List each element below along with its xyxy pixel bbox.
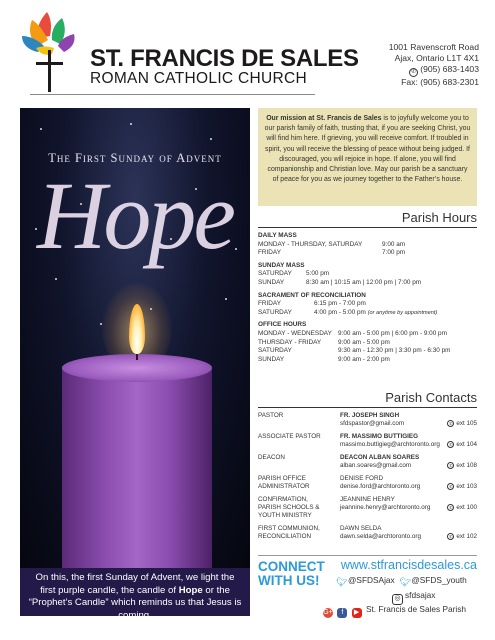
contact-role: PARISH OFFICE ADMINISTRATOR — [258, 475, 310, 491]
connect-line2: WITH US! — [258, 573, 320, 588]
hours-time: 5:00 pm — [306, 270, 330, 278]
connect-divider — [258, 555, 477, 556]
church-logo — [14, 6, 84, 98]
phone-number: (905) 683-1403 — [420, 64, 479, 74]
hours-day: SATURDAY — [258, 308, 292, 316]
hours-day: FRIDAY — [258, 249, 281, 257]
header-divider — [30, 94, 315, 95]
hours-time: 6:15 pm - 7:00 pm — [314, 300, 366, 308]
address-block — [389, 42, 479, 88]
hours-day: SUNDAY — [258, 278, 285, 286]
facebook-icon[interactable]: f — [337, 608, 347, 618]
instagram-row — [392, 590, 435, 605]
contact-ext: ext 104 — [456, 441, 477, 448]
twitter-handles — [336, 575, 467, 587]
hours-time: 4:00 pm - 5:00 pm — [314, 308, 366, 316]
contact-email[interactable]: massimo.buttigieg@archtoronto.org — [340, 441, 440, 449]
reconciliation-group — [258, 292, 477, 318]
hours-day: SATURDAY — [258, 270, 292, 278]
phone-icon: ✆ — [449, 421, 453, 426]
office-hours-label: OFFICE HOURS — [258, 321, 307, 329]
daily-mass-label: DAILY MASS — [258, 232, 297, 239]
hours-day: SUNDAY — [258, 355, 285, 363]
parish-hours — [258, 232, 477, 368]
mission-lead: Our mission at St. Francis de Sales — [266, 115, 382, 122]
contact-ext: ext 103 — [456, 483, 477, 490]
poster-caption — [28, 572, 242, 622]
hours-day: THURSDAY - FRIDAY — [258, 338, 322, 346]
phone-icon: ✆ — [449, 442, 453, 447]
contact-ext: ext 102 — [456, 533, 477, 540]
daily-mass-group — [258, 232, 477, 258]
caption-text-start: On this, the first Sunday of Advent, we light the first purple candle, the candle of — [35, 572, 235, 596]
twitter-icon: 🐦︎ — [336, 577, 348, 587]
phone-icon: ✆ — [449, 484, 453, 489]
hours-time: 7:00 pm — [382, 249, 406, 257]
twitter-handle-1[interactable]: @SFDSAjax — [348, 575, 395, 585]
church-subtitle: ROMAN CATHOLIC CHURCH — [90, 70, 307, 87]
advent-headline: The First Sunday of Advent — [48, 151, 222, 165]
google-plus-icon[interactable]: G+ — [323, 609, 333, 616]
phone-icon: ✆ — [449, 505, 453, 510]
social-page-name[interactable]: St. Francis de Sales Parish — [365, 604, 467, 614]
caption-emphasis: Hope — [178, 584, 203, 596]
hours-day: MONDAY - WEDNESDAY — [258, 329, 332, 337]
church-name: ST. FRANCIS DE SALES — [90, 45, 359, 72]
parish-contacts — [258, 412, 477, 546]
connect-heading — [258, 560, 328, 588]
advent-poster — [20, 108, 250, 568]
hours-time: 9:00 am - 2:00 pm — [338, 355, 390, 363]
hours-time: 9:30 am - 12:30 pm | 3:30 pm - 6:30 pm — [338, 347, 451, 355]
purple-candle — [62, 366, 212, 568]
phone-icon: ✆ — [449, 463, 453, 468]
phone-icon: ✆ — [449, 534, 453, 539]
hours-day: MONDAY - THURSDAY, SATURDAY — [258, 240, 363, 248]
twitter-icon: 🐦︎ — [399, 577, 411, 587]
contact-ext: ext 100 — [456, 504, 477, 511]
contact-row — [258, 496, 477, 525]
contact-row — [258, 454, 477, 475]
contact-name: DENISE FORD — [340, 475, 384, 482]
contact-name: FR. MASSIMO BUTTIGIEG — [340, 433, 419, 440]
caption-text-end: or the “Prophet’s Candle” which reminds us that Jesus is coming. — [28, 584, 242, 621]
parish-contacts-heading: Parish Contacts — [258, 390, 477, 408]
contact-email[interactable]: denise.ford@archtoronto.org — [340, 483, 421, 491]
address-line2: Ajax, Ontario L1T 4X1 — [394, 53, 479, 63]
youtube-icon[interactable]: ▶ — [352, 608, 362, 618]
mission-text: is to joyfully welcome you to our parish family of faith, trusting that, if you are seeking Christ, you will find him here. If grieving, you will receive comfort. If troubled in spirit, you will receive the blessing of peace without being judged. If discouraged, you will rejoice in hope. If alone, you will find companionship and Christian love. May our parish be a sanctuary of peace for you as we journey together to the Father’s house. — [264, 115, 471, 184]
instagram-icon: ◎ — [392, 594, 403, 605]
contact-email[interactable]: alban.soares@gmail.com — [340, 462, 412, 470]
hope-word: Hope — [37, 162, 233, 269]
connect-line1: CONNECT — [258, 559, 325, 574]
contact-row — [258, 433, 477, 454]
parish-hours-heading: Parish Hours — [258, 210, 477, 228]
contact-name: DAWN SELDA — [340, 525, 382, 532]
contact-email[interactable]: jeannine.henry@archtoronto.org — [340, 504, 431, 512]
contact-ext: ext 105 — [456, 420, 477, 427]
hours-time: 9:00 am - 5:00 pm — [338, 338, 390, 346]
contact-role: CONFIRMATION, PARISH SCHOOLS & YOUTH MINISTRY — [258, 496, 320, 520]
contact-row — [258, 412, 477, 433]
hours-time: 9:00 am - 5:00 pm | 6:00 pm - 9:00 pm — [338, 329, 447, 337]
hours-time: 9:00 am — [382, 240, 406, 248]
contact-email[interactable]: dawn.selda@archtoronto.org — [340, 533, 421, 541]
instagram-handle[interactable]: sfdsajax — [405, 590, 436, 600]
twitter-handle-2[interactable]: @SFDS_youth — [411, 575, 467, 585]
contact-name: JEANNINE HENRY — [340, 496, 395, 503]
contact-ext: ext 108 — [456, 462, 477, 469]
contact-email[interactable]: sfdspastor@gmail.com — [340, 420, 405, 428]
appointment-note: (or anytime by appointment) — [367, 309, 438, 316]
contact-row — [258, 525, 477, 546]
contact-role: PASTOR — [258, 412, 284, 419]
contact-row — [258, 475, 477, 496]
hours-time: 8:30 am | 10:15 am | 12:00 pm | 7:00 pm — [306, 278, 422, 286]
office-hours-group — [258, 321, 477, 364]
contact-name: FR. JOSEPH SINGH — [340, 412, 400, 419]
social-pages-row — [323, 604, 466, 618]
phone-icon: ✆ — [411, 69, 417, 75]
phone-line — [389, 64, 479, 77]
address-line1: 1001 Ravenscroft Road — [388, 42, 479, 52]
contact-role: DEACON — [258, 454, 285, 461]
reconciliation-label: SACRAMENT OF RECONCILIATION — [258, 291, 366, 299]
sunday-mass-group — [258, 262, 477, 288]
sunday-mass-label: SUNDAY MASS — [258, 261, 305, 269]
hours-day: FRIDAY — [258, 300, 281, 308]
hours-day: SATURDAY — [258, 347, 292, 355]
fax-line: Fax: (905) 683-2301 — [401, 77, 479, 87]
contact-role: ASSOCIATE PASTOR — [258, 433, 321, 440]
contact-role: FIRST COMMUNION, RECONCILIATION — [258, 525, 320, 541]
website-link[interactable]: www.stfrancisdesales.ca — [340, 558, 477, 572]
contact-name: DEACON ALBAN SOARES — [340, 454, 420, 461]
mission-statement — [258, 108, 477, 206]
